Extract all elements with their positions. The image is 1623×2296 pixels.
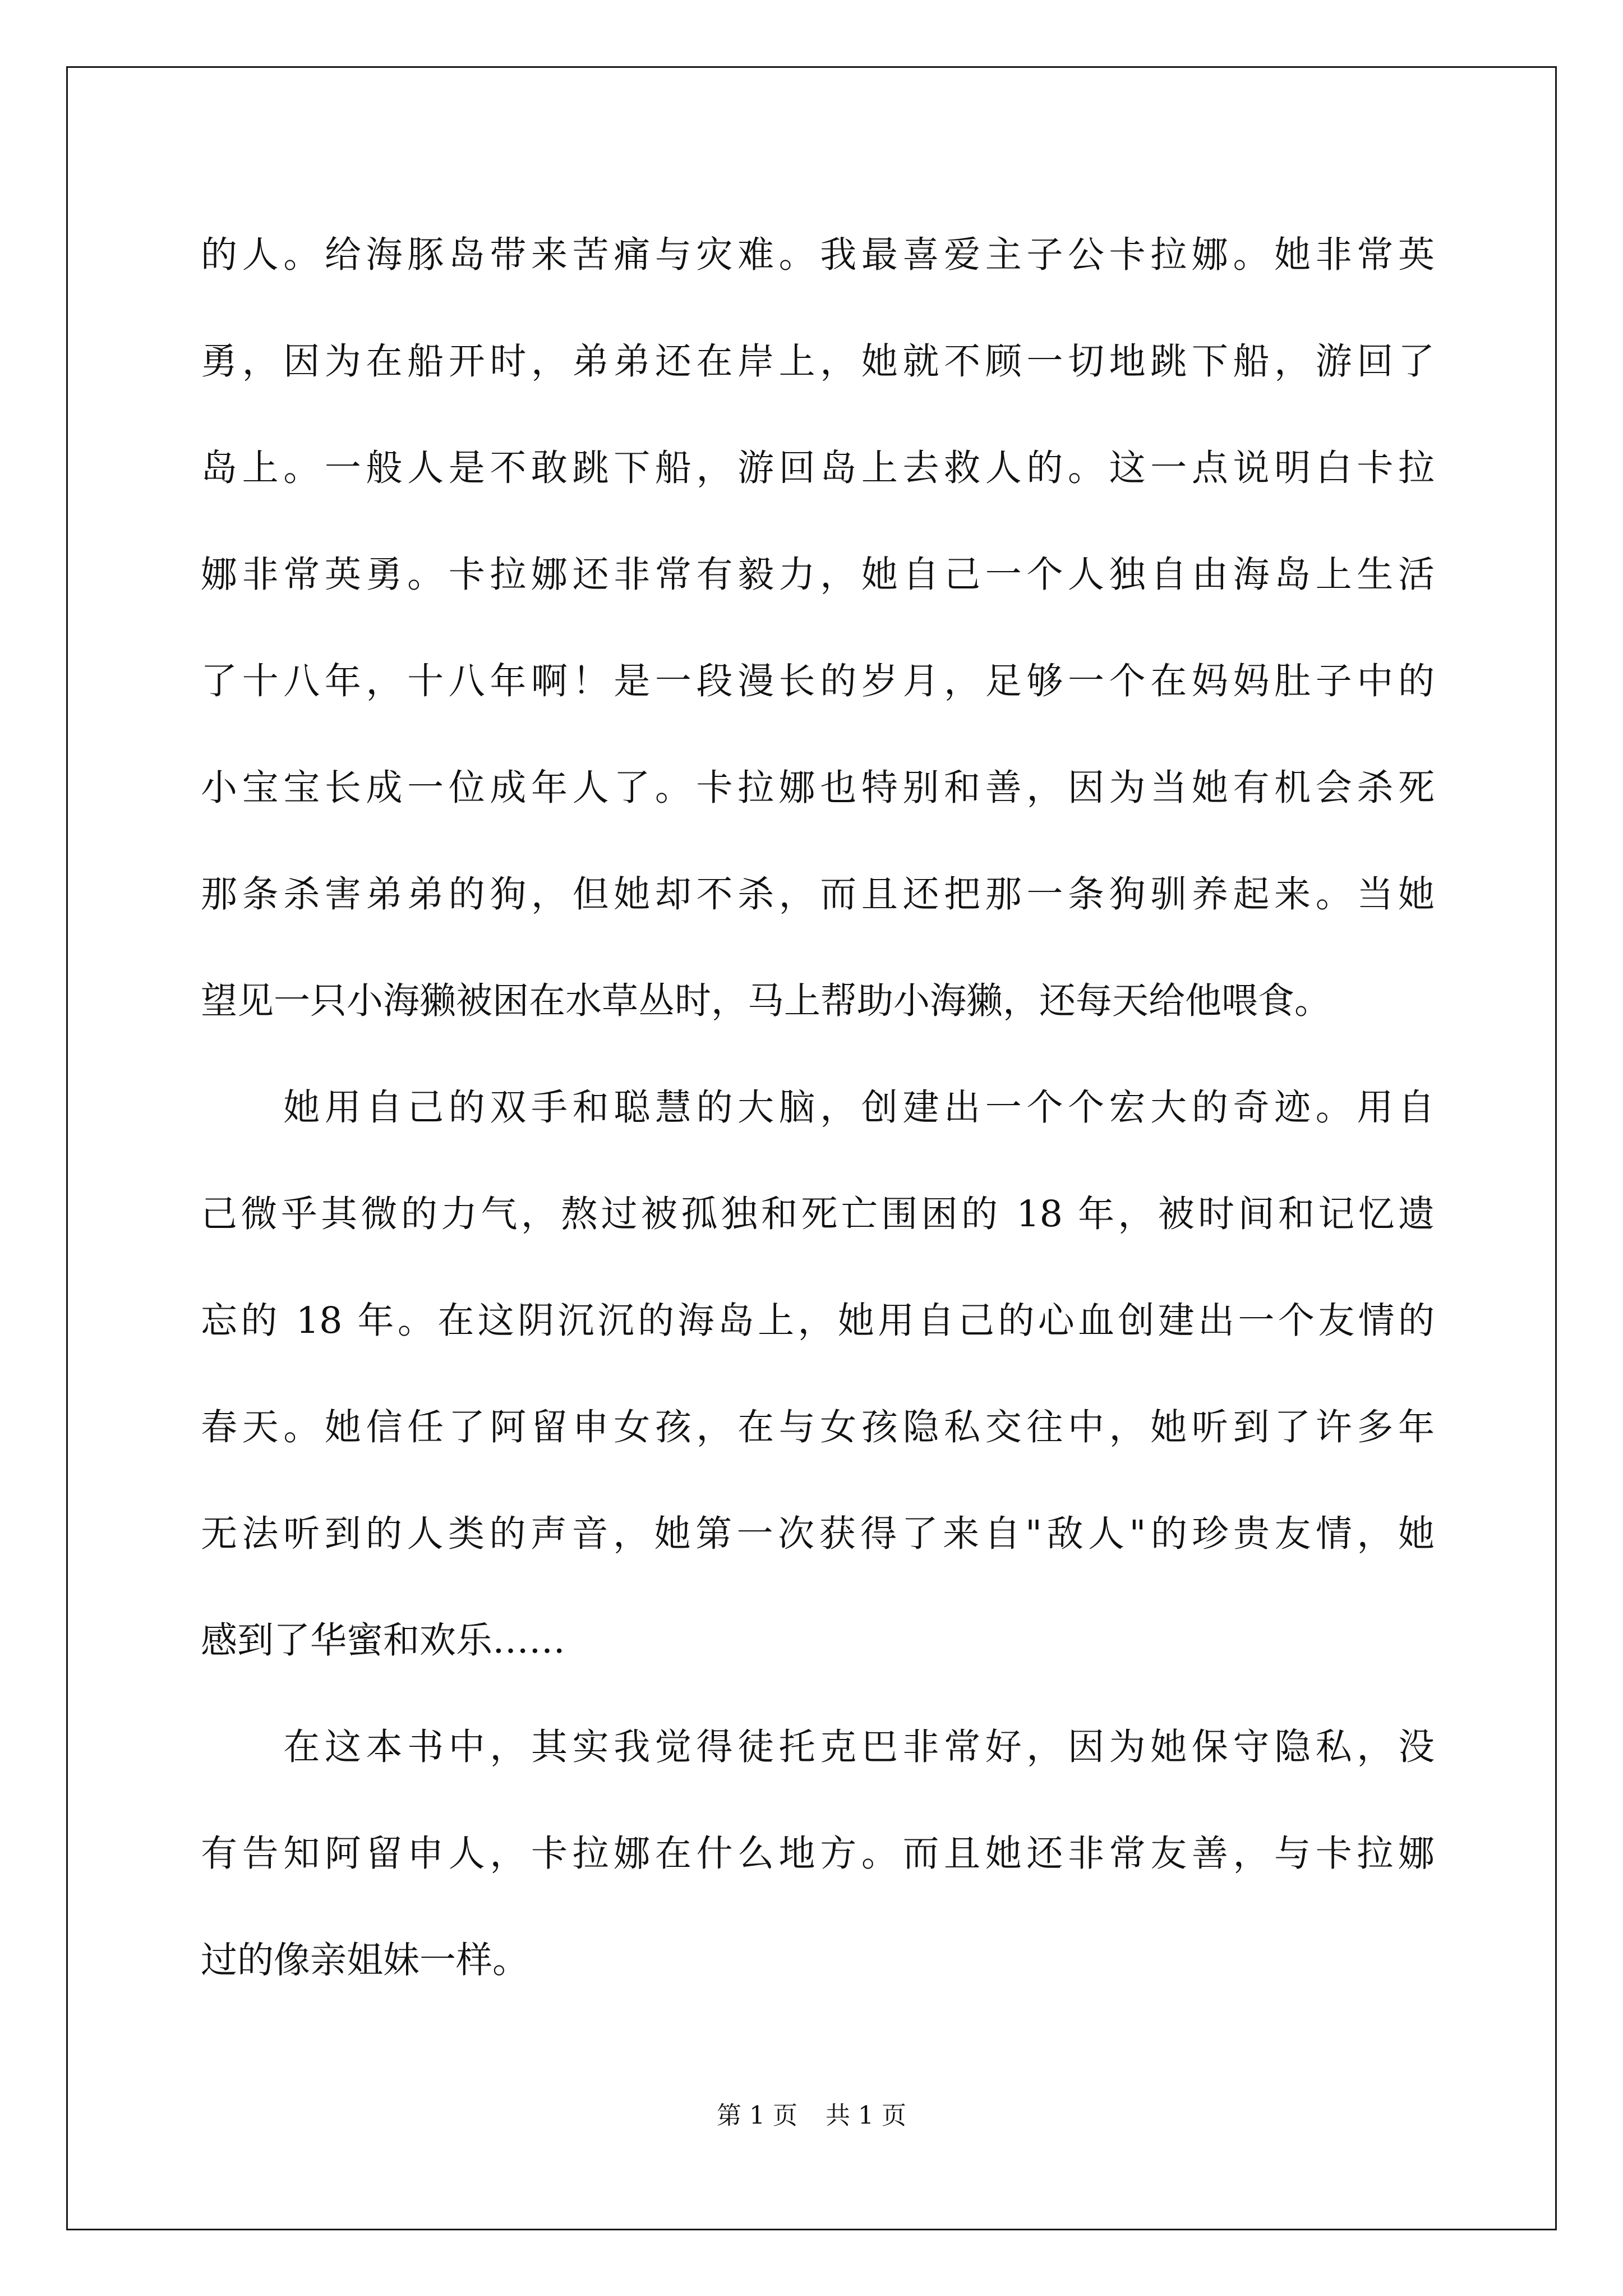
text-line: 过的像亲姐妹一样。 [201, 1939, 529, 1981]
page-number-total: 共 1 页 [826, 2101, 906, 2130]
text-line: 她用自己的双手和聪慧的大脑，创建出一个个宏大的奇迹。用自 [201, 1087, 1435, 1129]
text-line: 感到了华蜜和欢乐…… [201, 1619, 566, 1662]
text-line: 无法听到的人类的声音，她第一次获得了来自"敌人"的珍贵友情，她 [201, 1513, 1435, 1555]
text-line: 岛上。一般人是不敢跳下船，游回岛上去救人的。这一点说明白卡拉 [201, 447, 1435, 489]
text-line: 忘的 18 年。在这阴沉沉的海岛上，她用自己的心血创建出一个友情的 [201, 1300, 1435, 1342]
text-line: 春天。她信任了阿留申女孩，在与女孩隐私交往中，她听到了许多年 [201, 1406, 1435, 1448]
text-line: 娜非常英勇。卡拉娜还非常有毅力，她自己一个人独自由海岛上生活 [201, 554, 1435, 596]
page-footer [0, 2095, 1623, 2131]
text-line: 勇，因为在船开时，弟弟还在岸上，她就不顾一切地跳下船，游回了 [201, 341, 1435, 383]
text-line: 了十八年，十八年啊！是一段漫长的岁月，足够一个在妈妈肚子中的 [201, 660, 1435, 702]
text-line: 己微乎其微的力气，熬过被孤独和死亡围困的 18 年，被时间和记忆遗 [201, 1193, 1435, 1235]
text-line: 小宝宝长成一位成年人了。卡拉娜也特别和善，因为当她有机会杀死 [201, 767, 1435, 809]
text-line: 那条杀害弟弟的狗，但她却不杀，而且还把那一条狗驯养起来。当她 [201, 873, 1435, 915]
page-number-current: 第 1 页 [717, 2101, 797, 2130]
text-line: 的人。给海豚岛带来苦痛与灾难。我最喜爱主子公卡拉娜。她非常英 [201, 234, 1435, 276]
text-line: 在这本书中，其实我觉得徒托克巴非常好，因为她保守隐私，没 [201, 1726, 1435, 1768]
text-line: 有告知阿留申人，卡拉娜在什么地方。而且她还非常友善，与卡拉娜 [201, 1833, 1435, 1875]
text-line: 望见一只小海獭被困在水草丛时，马上帮助小海獭，还每天给他喂食。 [201, 980, 1331, 1022]
document-body [201, 202, 1435, 2014]
